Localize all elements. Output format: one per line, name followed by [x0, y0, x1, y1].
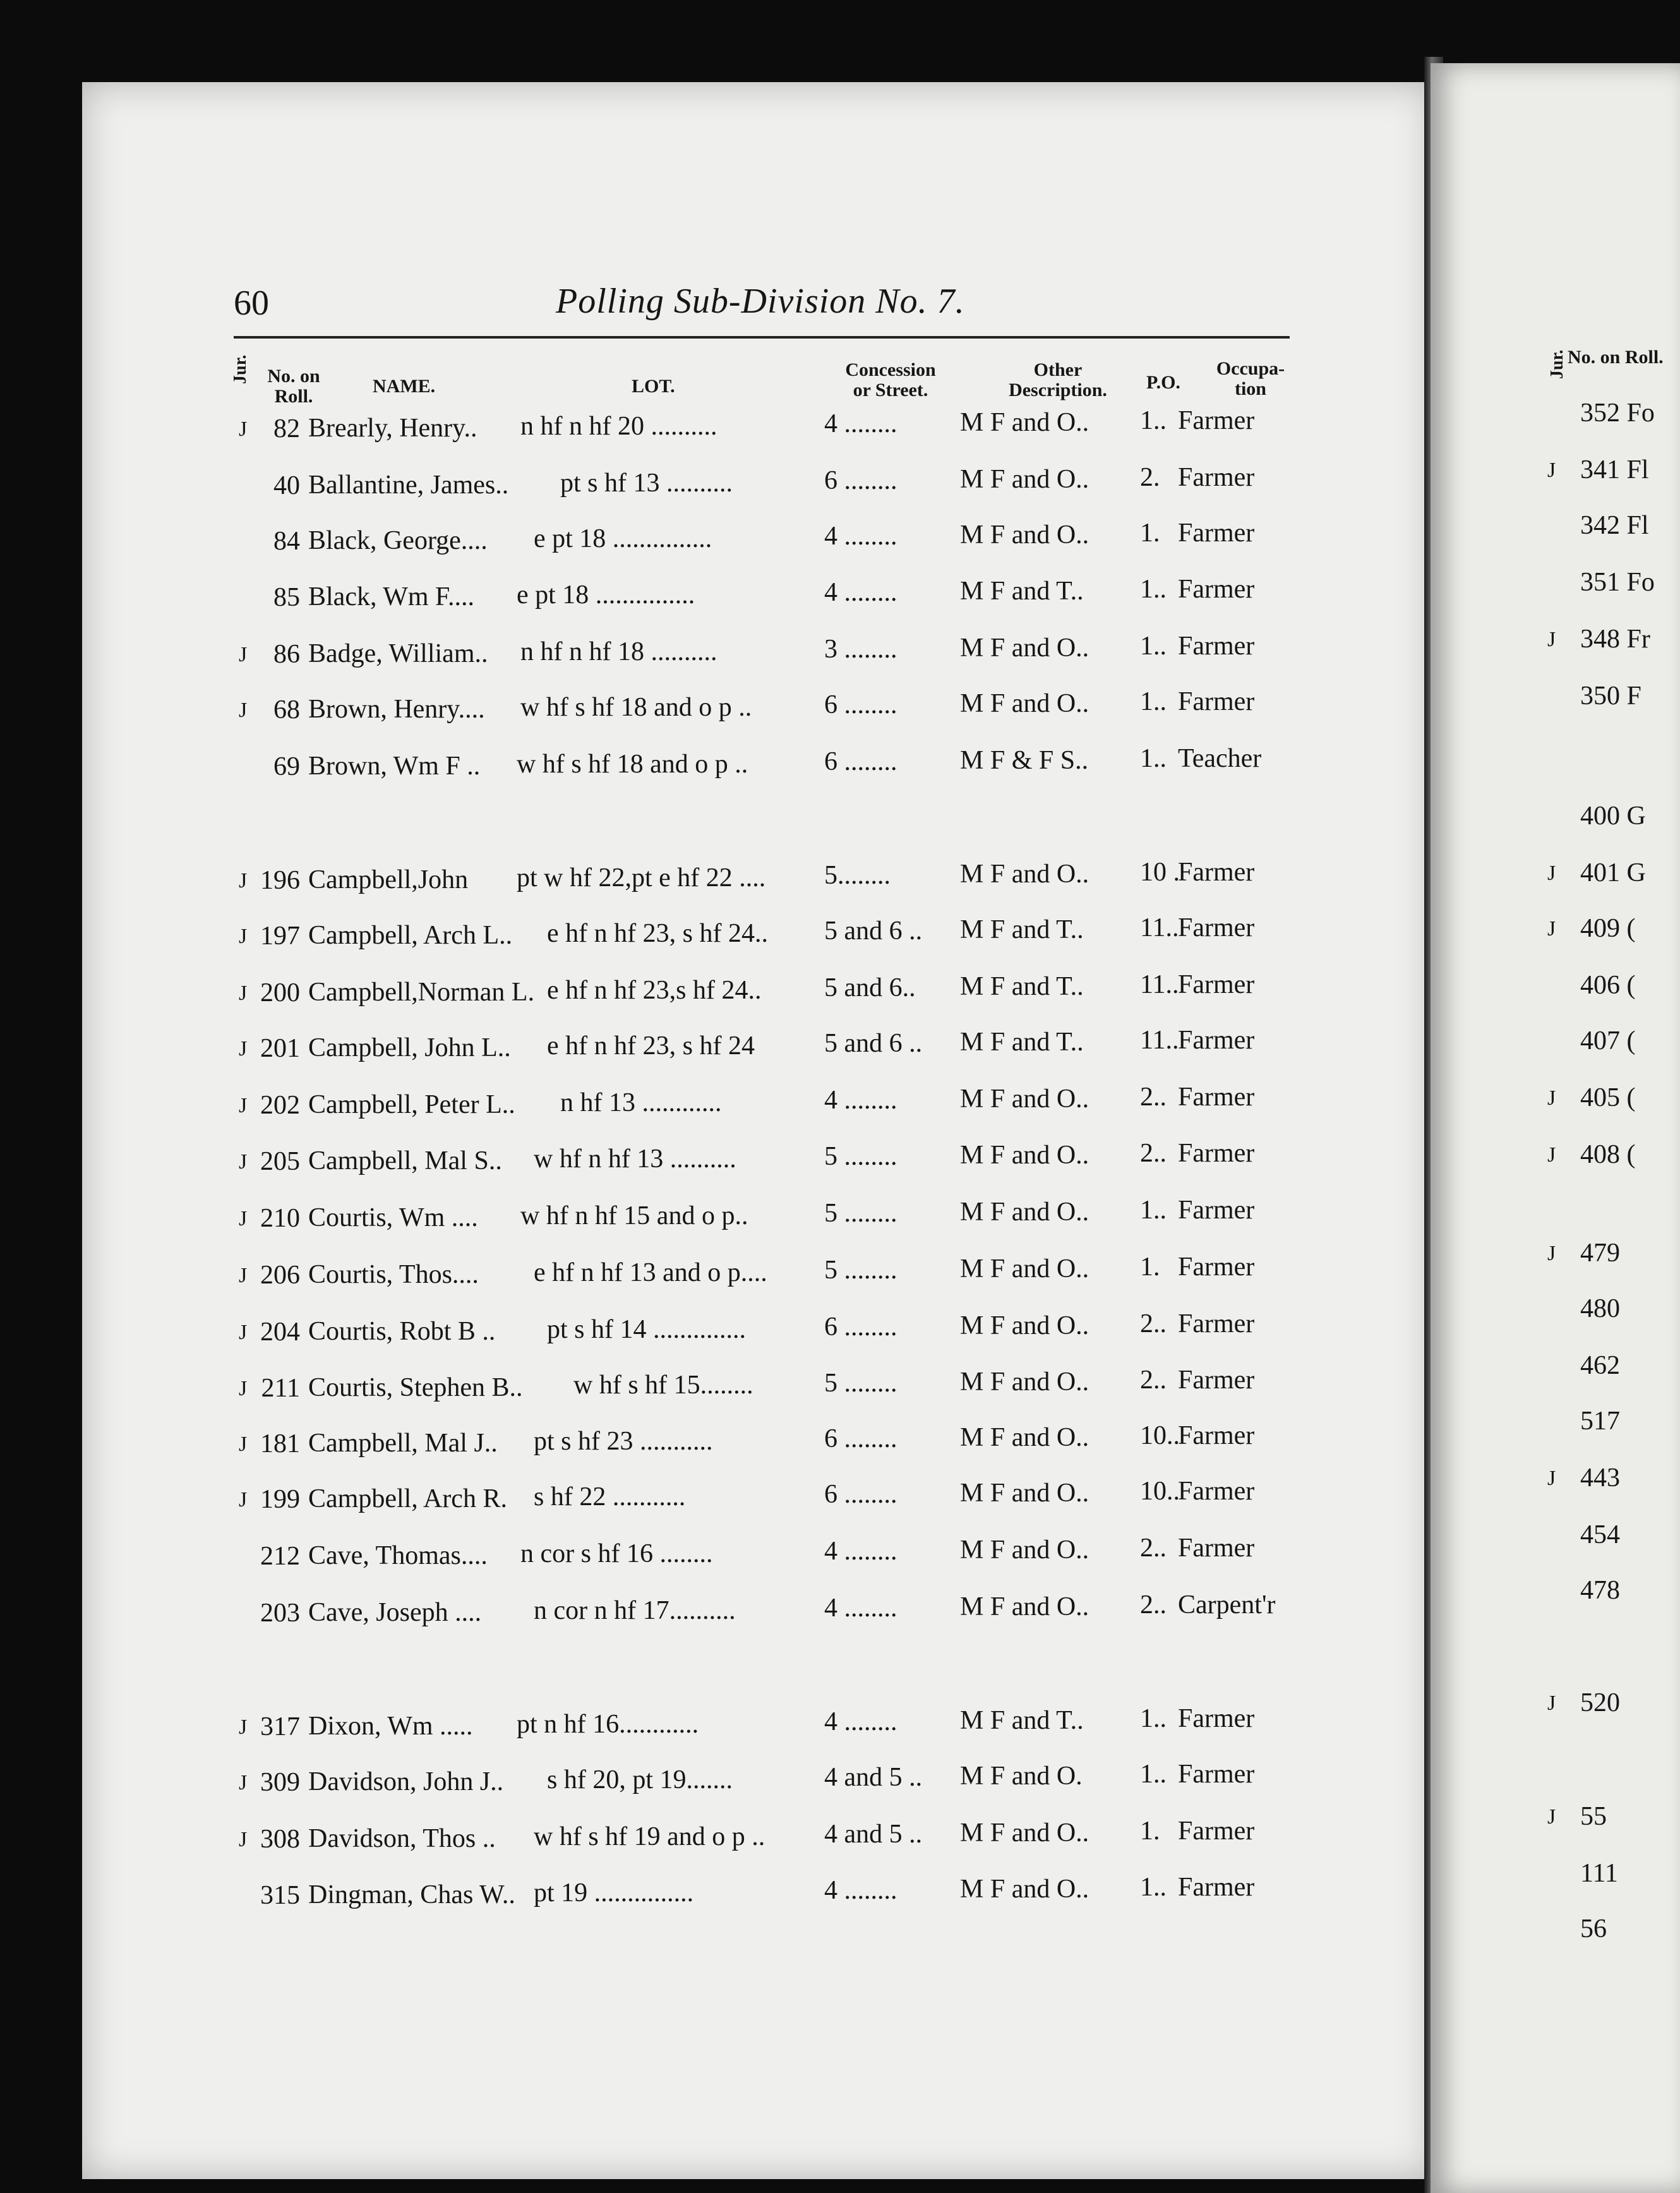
lot-description: e pt 18 ...............	[517, 580, 695, 610]
right-header-jur: Jur.	[1547, 349, 1567, 379]
roll-entry: 56	[1580, 1914, 1607, 1944]
occupation: Farmer	[1178, 462, 1255, 492]
post-office: 1..	[1140, 1196, 1167, 1225]
jur-marker: J	[239, 1094, 248, 1118]
roll-entry: 350 F	[1580, 682, 1641, 711]
post-office: 1..	[1140, 1704, 1167, 1734]
concession: 6 ........	[824, 1479, 897, 1509]
roll-number: 84	[273, 527, 300, 556]
voter-name: Courtis, Wm ....	[308, 1203, 478, 1233]
roll-entry: 517	[1580, 1407, 1620, 1436]
other-description: M F and O..	[960, 1874, 1089, 1904]
roll-entry: 342 Fl	[1580, 511, 1649, 540]
post-office: 11..	[1140, 913, 1179, 943]
lot-description: e pt 18 ...............	[534, 524, 712, 553]
post-office: 2..	[1140, 1309, 1167, 1339]
other-description: M F and O..	[960, 520, 1089, 550]
voter-name: Campbell, Mal S..	[308, 1146, 502, 1176]
post-office: 2..	[1140, 1590, 1167, 1620]
jur-marker: J	[239, 418, 248, 442]
roll-entry: 111	[1580, 1859, 1618, 1888]
lot-description: w hf s hf 15........	[573, 1371, 753, 1400]
occupation: Farmer	[1178, 406, 1255, 435]
voter-name: Campbell,John	[308, 865, 469, 895]
occupation: Farmer	[1178, 518, 1255, 548]
roll-number: 210	[260, 1204, 300, 1234]
voter-name: Campbell, Arch L..	[308, 921, 513, 951]
other-description: M F and O..	[960, 1367, 1089, 1397]
header-lot: LOT.	[632, 376, 675, 397]
header-name: NAME.	[373, 376, 436, 397]
occupation: Farmer	[1178, 1025, 1255, 1055]
other-description: M F and O..	[960, 859, 1089, 889]
voter-name: Cave, Joseph ....	[308, 1598, 482, 1628]
other-description: M F and O..	[960, 1478, 1089, 1508]
roll-entry: 401 G	[1580, 858, 1646, 887]
other-description: M F and O..	[960, 1254, 1089, 1283]
jur-marker: J	[239, 1264, 248, 1288]
lot-description: pt 19 ...............	[534, 1878, 694, 1908]
roll-number: 211	[261, 1374, 300, 1403]
occupation: Farmer	[1178, 1421, 1255, 1450]
occupation: Farmer	[1178, 1476, 1255, 1506]
lot-description: w hf n hf 15 and o p..	[520, 1201, 748, 1231]
roll-number: 309	[260, 1768, 300, 1798]
voter-name: Cave, Thomas....	[308, 1541, 488, 1571]
roll-number: 181	[260, 1429, 300, 1459]
post-office: 1.	[1140, 1253, 1160, 1282]
page-number: 60	[234, 284, 269, 323]
occupation: Farmer	[1178, 970, 1255, 999]
roll-entry: 407 (	[1580, 1026, 1636, 1055]
roll-entry: 479	[1580, 1239, 1620, 1268]
voter-name: Dingman, Chas W..	[308, 1880, 515, 1910]
lot-description: pt s hf 14 ..............	[547, 1314, 746, 1344]
lot-description: e hf n hf 23, s hf 24..	[547, 918, 768, 948]
post-office: 1..	[1140, 1760, 1167, 1789]
voter-name: Brearly, Henry..	[308, 414, 477, 443]
roll-number: 317	[260, 1712, 300, 1742]
post-office: 1.	[1140, 1817, 1160, 1846]
other-description: M F and O..	[960, 1197, 1089, 1227]
post-office: 1..	[1140, 632, 1167, 661]
jur-marker: J	[239, 1377, 248, 1401]
concession: 5 and 6..	[824, 973, 916, 1002]
voter-name: Brown, Henry....	[308, 695, 485, 724]
lot-description: pt s hf 13 ..........	[560, 468, 733, 498]
other-description: M F and T..	[960, 1027, 1084, 1057]
other-description: M F and O..	[960, 1422, 1089, 1452]
header-occupation: Occupa- tion	[1216, 358, 1285, 399]
roll-number: 199	[260, 1485, 300, 1515]
jur-marker: J	[1547, 917, 1556, 940]
roll-entry: 454	[1580, 1520, 1620, 1549]
voter-name: Campbell, John L..	[308, 1033, 511, 1063]
concession: 4 and 5 ..	[824, 1819, 923, 1849]
occupation: Farmer	[1178, 1195, 1255, 1225]
voter-name: Campbell, Arch R.	[308, 1484, 507, 1514]
jur-marker: J	[239, 1150, 248, 1174]
post-office: 11..	[1140, 970, 1179, 1000]
post-office: 2..	[1140, 1366, 1167, 1395]
post-office: 2..	[1140, 1534, 1167, 1563]
concession: 6 ........	[824, 466, 897, 495]
lot-description: pt w hf 22,pt e hf 22 ....	[517, 863, 766, 893]
occupation: Farmer	[1178, 1138, 1255, 1168]
post-office: 10..	[1140, 1421, 1180, 1451]
roll-entry: 341 Fl	[1580, 455, 1649, 484]
concession: 5 ........	[824, 1198, 897, 1228]
concession: 5 ........	[824, 1255, 897, 1285]
concession: 4 ........	[824, 577, 897, 607]
lot-description: e hf n hf 13 and o p....	[534, 1258, 767, 1287]
occupation: Farmer	[1178, 631, 1255, 661]
other-description: M F and O..	[960, 1084, 1089, 1114]
jur-marker: J	[239, 925, 248, 949]
roll-number: 40	[273, 471, 300, 501]
jur-marker: J	[239, 1771, 248, 1795]
concession: 4 ........	[824, 1536, 897, 1566]
occupation: Farmer	[1178, 1309, 1255, 1338]
voter-name: Badge, William..	[308, 639, 488, 669]
header-description: Other Description.	[1009, 359, 1107, 400]
roll-entry: 405 (	[1580, 1083, 1636, 1112]
voter-name: Courtis, Robt B ..	[308, 1317, 496, 1347]
roll-number: 205	[260, 1147, 300, 1177]
roll-number: 86	[273, 640, 300, 670]
lot-description: s hf 22 ...........	[534, 1482, 686, 1511]
concession: 4 ........	[824, 1085, 897, 1115]
jur-marker: J	[1547, 1691, 1556, 1715]
other-description: M F and O..	[960, 1311, 1089, 1340]
occupation: Farmer	[1178, 1759, 1255, 1789]
concession: 6 ........	[824, 690, 897, 719]
jur-marker: J	[239, 869, 248, 893]
lot-description: e hf n hf 23, s hf 24	[547, 1031, 755, 1060]
jur-marker: J	[239, 1433, 248, 1457]
jur-marker: J	[239, 1321, 248, 1345]
jur-marker: J	[239, 1715, 248, 1739]
roll-number: 68	[273, 695, 300, 725]
jur-marker: J	[1547, 1143, 1556, 1167]
occupation: Teacher	[1178, 743, 1262, 773]
header-roll: No. on Roll.	[267, 366, 320, 407]
concession: 5........	[824, 860, 891, 890]
roll-number: 85	[273, 583, 300, 613]
other-description: M F and O..	[960, 1140, 1089, 1170]
voter-name: Black, George....	[308, 526, 488, 556]
roll-number: 203	[260, 1599, 300, 1628]
other-description: M F and O.	[960, 1761, 1083, 1791]
voter-name: Davidson, Thos ..	[308, 1824, 496, 1854]
post-office: 1.	[1140, 519, 1160, 548]
jur-marker: J	[1547, 1086, 1556, 1110]
roll-entry: 406 (	[1580, 971, 1636, 1000]
roll-entry: 520	[1580, 1688, 1620, 1717]
page-title: Polling Sub-Division No. 7.	[556, 282, 965, 321]
voter-name: Dixon, Wm .....	[308, 1712, 473, 1741]
concession: 4 ........	[824, 1875, 897, 1905]
other-description: M F and O..	[960, 1818, 1089, 1848]
concession: 4 ........	[824, 521, 897, 551]
occupation: Farmer	[1178, 857, 1255, 887]
lot-description: w hf s hf 19 and o p ..	[534, 1822, 765, 1851]
post-office: 2..	[1140, 1083, 1167, 1112]
occupation: Farmer	[1178, 1872, 1255, 1902]
post-office: 2..	[1140, 1139, 1167, 1169]
other-description: M F and T..	[960, 915, 1084, 944]
other-description: M F and O..	[960, 1535, 1089, 1565]
occupation: Farmer	[1178, 1533, 1255, 1563]
lot-description: w hf n hf 13 ..........	[534, 1145, 736, 1174]
lot-description: pt n hf 16............	[517, 1710, 699, 1739]
jur-marker: J	[239, 1207, 248, 1231]
post-office: 10..	[1140, 1477, 1180, 1506]
roll-entry: 478	[1580, 1576, 1620, 1605]
post-office: 2.	[1140, 463, 1160, 493]
lot-description: pt s hf 23 ...........	[534, 1427, 713, 1456]
voter-name: Ballantine, James..	[308, 471, 509, 500]
lot-description: w hf s hf 18 and o p ..	[517, 750, 748, 779]
roll-entry: 348 Fr	[1580, 625, 1650, 654]
occupation: Farmer	[1178, 687, 1255, 716]
jur-marker: J	[239, 1828, 248, 1852]
roll-entry: 409 (	[1580, 914, 1636, 943]
other-description: M F and O..	[960, 464, 1089, 494]
lot-description: w hf s hf 18 and o p ..	[520, 693, 752, 723]
other-description: M F & F S..	[960, 745, 1089, 775]
concession: 5 and 6 ..	[824, 916, 923, 946]
post-office: 1..	[1140, 687, 1167, 717]
roll-number: 315	[260, 1881, 300, 1911]
concession: 6 ........	[824, 1424, 897, 1453]
voter-name: Black, Wm F....	[308, 582, 475, 612]
voter-name: Courtis, Stephen B..	[308, 1373, 523, 1403]
concession: 4 ........	[824, 1593, 897, 1623]
roll-number: 197	[260, 922, 300, 951]
roll-number: 196	[260, 866, 300, 896]
lot-description: n cor s hf 16 ........	[520, 1539, 713, 1569]
occupation: Farmer	[1178, 1703, 1255, 1733]
jur-marker: J	[1547, 628, 1556, 651]
post-office: 1..	[1140, 575, 1167, 604]
other-description: M F and O..	[960, 407, 1089, 437]
jur-marker: J	[1547, 1467, 1556, 1490]
jur-marker: J	[239, 1488, 248, 1512]
concession: 4 and 5 ..	[824, 1762, 923, 1792]
post-office: 1..	[1140, 406, 1167, 436]
post-office: 10 .	[1140, 858, 1180, 887]
occupation: Farmer	[1178, 574, 1255, 604]
voter-name: Campbell, Peter L..	[308, 1090, 515, 1120]
voter-name: Brown, Wm F ..	[308, 752, 481, 781]
post-office: 1..	[1140, 744, 1167, 774]
occupation: Farmer	[1178, 1816, 1255, 1846]
occupation: Farmer	[1178, 1082, 1255, 1112]
voter-name: Courtis, Thos....	[308, 1260, 479, 1290]
jur-marker: J	[1547, 862, 1556, 885]
roll-number: 201	[260, 1034, 300, 1064]
post-office: 1..	[1140, 1873, 1167, 1902]
occupation: Carpent'r	[1178, 1590, 1276, 1619]
jur-marker: J	[1547, 459, 1556, 482]
concession: 5 ........	[824, 1368, 897, 1398]
concession: 4 ........	[824, 1707, 897, 1736]
roll-number: 200	[260, 978, 300, 1008]
concession: 5 ........	[824, 1141, 897, 1171]
roll-number: 308	[260, 1825, 300, 1854]
jur-marker: J	[1547, 1805, 1556, 1829]
post-office: 11..	[1140, 1026, 1179, 1055]
roll-entry: 351 Fo	[1580, 568, 1655, 597]
occupation: Farmer	[1178, 913, 1255, 942]
occupation: Farmer	[1178, 1252, 1255, 1282]
right-page	[1431, 63, 1680, 2193]
jur-marker: J	[239, 982, 248, 1006]
concession: 6 ........	[824, 1312, 897, 1342]
roll-number: 82	[273, 414, 300, 444]
voter-name: Campbell, Mal J..	[308, 1429, 498, 1458]
concession: 3 ........	[824, 634, 897, 664]
occupation: Farmer	[1178, 1365, 1255, 1395]
lot-description: e hf n hf 23,s hf 24..	[547, 975, 762, 1005]
concession: 6 ........	[824, 747, 897, 776]
roll-number: 206	[260, 1261, 300, 1290]
other-description: M F and T..	[960, 1705, 1084, 1735]
roll-number: 202	[260, 1091, 300, 1121]
lot-description: n hf 13 ............	[560, 1088, 722, 1117]
jur-marker: J	[239, 699, 248, 723]
lot-description: n cor n hf 17..........	[534, 1596, 736, 1625]
header-concession: Concession or Street.	[845, 359, 936, 400]
roll-number: 212	[260, 1542, 300, 1571]
lot-description: s hf 20, pt 19.......	[547, 1765, 733, 1794]
roll-entry: 480	[1580, 1294, 1620, 1323]
other-description: M F and T..	[960, 971, 1084, 1001]
roll-entry: 462	[1580, 1351, 1620, 1380]
roll-number: 69	[273, 752, 300, 782]
roll-number: 204	[260, 1318, 300, 1347]
roll-entry: 352 Fo	[1580, 399, 1655, 428]
roll-entry: 400 G	[1580, 802, 1646, 831]
header-po: P.O.	[1146, 372, 1180, 393]
other-description: M F and O..	[960, 1592, 1089, 1621]
concession: 4 ........	[824, 409, 897, 438]
header-jur: Jur.	[231, 354, 250, 384]
right-header-roll: No. on Roll.	[1568, 347, 1664, 368]
other-description: M F and O..	[960, 633, 1089, 663]
roll-entry: 443	[1580, 1463, 1620, 1493]
other-description: M F and T..	[960, 576, 1084, 606]
voter-name: Davidson, John J..	[308, 1767, 504, 1797]
other-description: M F and O..	[960, 688, 1089, 718]
lot-description: n hf n hf 20 ..........	[520, 412, 717, 442]
roll-entry: 408 (	[1580, 1140, 1636, 1169]
jur-marker: J	[239, 1037, 248, 1061]
header-rule	[234, 336, 1290, 339]
voter-name: Campbell,Norman L.	[308, 978, 535, 1007]
jur-marker: J	[239, 643, 248, 667]
concession: 5 and 6 ..	[824, 1028, 923, 1058]
lot-description: n hf n hf 18 ..........	[520, 637, 717, 667]
roll-entry: 55	[1580, 1802, 1607, 1831]
jur-marker: J	[1547, 1242, 1556, 1265]
